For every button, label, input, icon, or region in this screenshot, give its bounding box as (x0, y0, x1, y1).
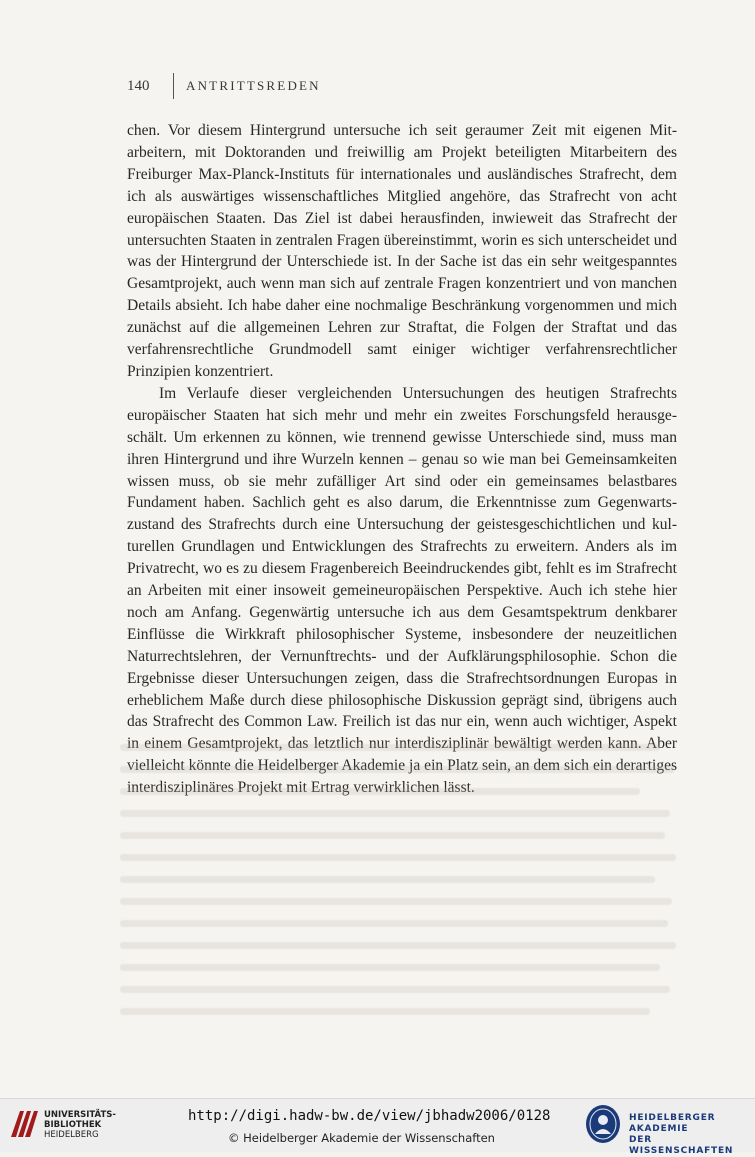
copyright-notice: © Heidelberger Akademie der Wissenschaften (228, 1131, 495, 1145)
academy-line-2: DER WISSENSCHAFTEN (629, 1135, 734, 1156)
permalink-url[interactable]: http://digi.hadw-bw.de/view/jbhadw2006/0128 (188, 1108, 551, 1124)
academy-seal-icon (585, 1104, 621, 1144)
paragraph-2: Im Verlaufe dieser vergleichenden Untersuchungen des heutigen Strafrechts europäischer Staaten hat sich mehr und mehr ein zweites Forschungsfeld herausgeschält. Um erkennen zu können, wie trennend gewisse Unterschiede sind, muss man ihren Hintergrund und ihre Wurzeln kennen – genau so wie man bei Gemeinsamkeiten wissen muss, ob sie mehr zufälliger Art sind oder ein gemeinsames belastbares Fundament haben. Sachlich geht es also darum, die Erkenntnisse zum Gegenwartszustand des Strafrechts durch eine Untersuchung der geistesgeschichtlichen und kulturellen Grundlagen und Entwicklungen des Strafrechts zu erweitern. Anders als im Privatrecht, wo es zu diesem Fragenbereich Beeindruckendes gibt, fehlt es im Strafrecht an Arbeiten mit einer insoweit gemeineuropäischen Perspektive. Auch ich stehe hier noch am Anfang. Gegenwärtig untersuche ich aus dem Gesamtspektrum denkbarer Einflüsse die Wirkkraft philosophischer Systeme, insbesondere der neuzeitlichen Naturrechtslehren, der Vernunftrechts- und der Aufklärungsphilosophie. Schon die Ergebnisse dieser Untersuchungen zeigen, dass die Strafrechtsordnungen Europas in erheblichem Maße durch diese philosophische Diskussion geprägt sind, übrigens auch das Strafrecht des Common Law. Freilich ist das nur ein, wenn auch wichtiger, Aspekt in einem Gesamtprojekt, das letztlich nur interdisziplinär bewältigt werden kann. Aber vielleicht könnte die Heidelberger Akademie ja ein Platz sein, an dem sich ein derartiges interdisziplinäres Projekt mit Ertrag verwirklichen lässt. (127, 384, 677, 797)
academy-line-1: HEIDELBERGER AKADEMIE (629, 1113, 716, 1134)
header-divider (173, 73, 174, 99)
library-name (44, 1110, 116, 1140)
running-head: ANTRITTSREDEN (186, 78, 321, 93)
library-line-3: HEIDELBERG (44, 1130, 99, 1140)
library-line-2: BIBLIOTHEK (44, 1120, 102, 1130)
body-text (127, 120, 677, 799)
page-header (127, 76, 321, 96)
viewer-footer (0, 1098, 755, 1156)
bleed-through-text (120, 740, 680, 1048)
paragraph-1: chen. Vor diesem Hintergrund untersuche ich seit geraumer Zeit mit eigenen Mitarbeitern, mit Doktoranden und freiwillig am Projekt beteiligten Mitarbeitern des Freiburger Max-Planck-Instituts für internationales und ausländisches Strafrecht, dem ich als auswärtiges wissenschaftliches Mitglied angehöre, das Strafrecht von acht europäischen Staaten. Das Ziel ist dabei herausfinden, inwieweit das Strafrecht der untersuchten Staaten in zentralen Fragen übereinstimmt, worin es sich unterscheidet und was der Hintergrund der Unterschiede ist. In der Sache ist das ein sehr weitgespanntes Gesamtprojekt, auch wenn man sich auf zentrale Fragen konzentriert und von manchen Details absieht. Ich habe daher eine nochmalige Beschränkung vorgenommen und mich zunächst auf die allgemeinen Lehren zur Straftat, die Folgen der Straftat und das verfahrensrechtliche Grundmodell samt einiger wichtiger verfahrensrechtlicher Prinzipien konzentriert. (127, 122, 677, 380)
page-number: 140 (127, 77, 150, 94)
bleed-through-lines (120, 740, 680, 1040)
academy-name (629, 1113, 755, 1157)
library-line-1: UNIVERSITÄTS- (44, 1110, 116, 1120)
ub-heidelberg-logo-icon (8, 1107, 40, 1141)
